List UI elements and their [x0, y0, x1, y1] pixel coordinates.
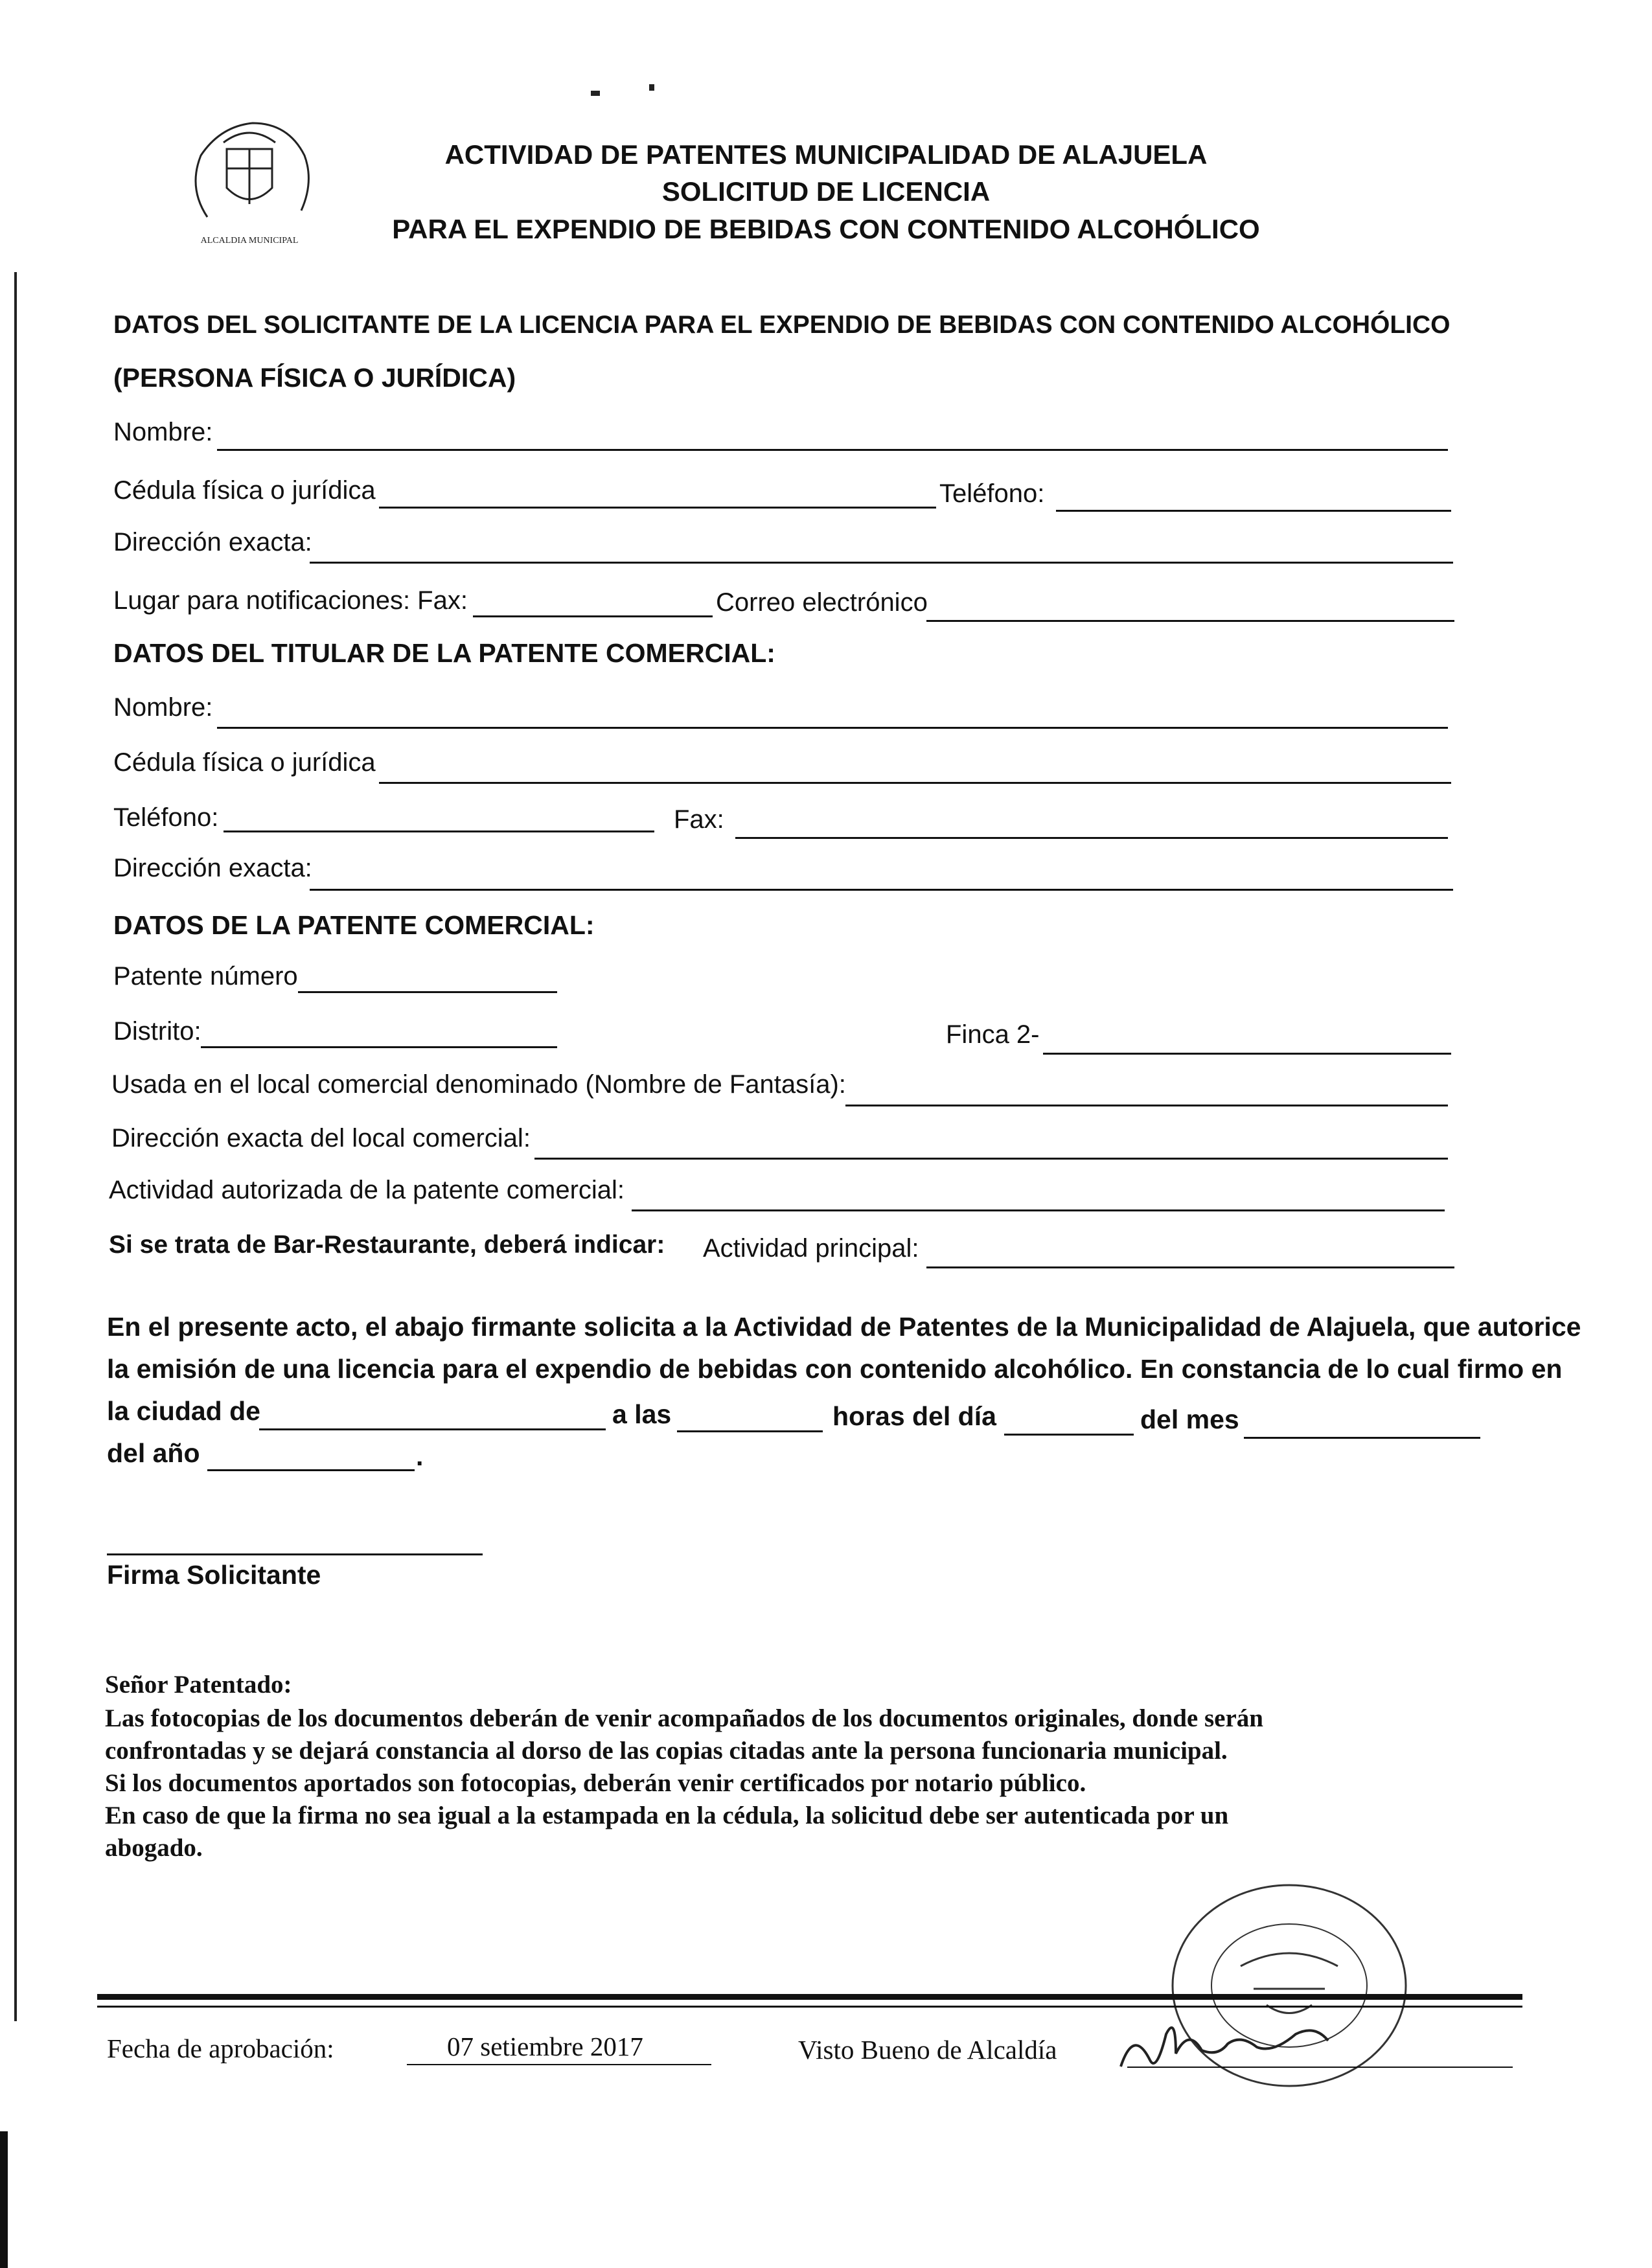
- scan-edge-bar: [0, 2131, 8, 2268]
- titular-direccion-label: Dirección exacta:: [113, 854, 312, 882]
- patente-direccion-local-field[interactable]: [534, 1158, 1448, 1160]
- actividad-principal-field[interactable]: [926, 1266, 1454, 1268]
- patente-direccion-local-label: Dirección exacta del local comercial:: [111, 1124, 531, 1152]
- header-line-3: PARA EL EXPENDIO DE BEBIDAS CON CONTENIDO ALCOHÓLICO: [392, 214, 1260, 244]
- solicitante-section-subtitle: (PERSONA FÍSICA O JURÍDICA): [113, 363, 516, 393]
- titular-fax-label: Fax:: [674, 805, 724, 834]
- declaracion-line-1: En el presente acto, el abajo firmante solicita a la Actividad de Patentes de la Municipalidad de Alajuela, que autorice: [107, 1312, 1581, 1342]
- handwritten-signature: [1114, 2011, 1386, 2083]
- declaracion-dia-field[interactable]: [1004, 1434, 1134, 1436]
- declaracion-mes-field[interactable]: [1244, 1437, 1480, 1439]
- solicitante-nombre-field[interactable]: [217, 449, 1448, 451]
- nota-title: Señor Patentado:: [105, 1671, 292, 1699]
- svg-text:ALCALDIA MUNICIPAL: ALCALDIA MUNICIPAL: [200, 236, 299, 246]
- solicitante-fax-label: Lugar para notificaciones: Fax:: [113, 586, 468, 615]
- titular-direccion-field[interactable]: [310, 889, 1453, 891]
- header-line-2: SOLICITUD DE LICENCIA: [661, 176, 991, 207]
- declaracion-line-2: la emisión de una licencia para el expendio de bebidas con contenido alcohólico. En constancia de lo cual firmo en: [107, 1354, 1563, 1384]
- patente-actividad-label: Actividad autorizada de la patente comercial:: [109, 1176, 625, 1204]
- titular-cedula-label: Cédula física o jurídica: [113, 748, 376, 777]
- solicitante-fax-field[interactable]: [473, 615, 713, 617]
- titular-telefono-label: Teléfono:: [113, 803, 219, 832]
- declaracion-horas-label: horas del día: [832, 1401, 996, 1431]
- declaracion-hora-field[interactable]: [677, 1430, 823, 1432]
- titular-section-title: DATOS DEL TITULAR DE LA PATENTE COMERCIAL:: [113, 638, 775, 668]
- titular-nombre-label: Nombre:: [113, 693, 213, 722]
- patente-numero-field[interactable]: [298, 991, 557, 993]
- declaracion-a-las-label: a las: [612, 1399, 672, 1429]
- patente-numero-label: Patente número: [113, 962, 298, 991]
- scan-speck: [591, 91, 600, 96]
- titular-telefono-field[interactable]: [224, 830, 654, 832]
- scan-speck: [649, 84, 654, 91]
- visto-bueno-label: Visto Bueno de Alcaldía: [798, 2035, 1057, 2065]
- titular-nombre-field[interactable]: [217, 727, 1448, 729]
- fecha-aprobacion-label: Fecha de aprobación:: [107, 2033, 334, 2063]
- firma-solicitante-label: Firma Solicitante: [107, 1560, 321, 1590]
- nota-line-4: En caso de que la firma no sea igual a la estampada en la cédula, la solicitud debe ser autenticada por un: [105, 1802, 1229, 1829]
- declaracion-ciudad-field[interactable]: [259, 1428, 606, 1430]
- declaracion-anio-label: del año: [107, 1438, 200, 1468]
- patente-local-field[interactable]: [845, 1105, 1448, 1106]
- header-line-1: ACTIVIDAD DE PATENTES MUNICIPALIDAD DE ALAJUELA: [444, 139, 1208, 170]
- footer-rule-thick: [97, 1994, 1522, 2000]
- solicitante-section-title: DATOS DEL SOLICITANTE DE LA LICENCIA PARA EL EXPENDIO DE BEBIDAS CON CONTENIDO ALCOHÓLICO: [113, 311, 1451, 339]
- scan-edge-line: [14, 272, 17, 2021]
- solicitante-cedula-label: Cédula física o jurídica: [113, 476, 376, 505]
- declaracion-period: .: [416, 1441, 424, 1471]
- declaracion-ciudad-label: la ciudad de: [107, 1396, 260, 1426]
- nota-line-5: abogado.: [105, 1834, 203, 1862]
- patente-finca-field[interactable]: [1043, 1053, 1451, 1055]
- solicitante-correo-label: Correo electrónico: [716, 588, 928, 617]
- solicitante-cedula-field[interactable]: [379, 507, 936, 509]
- declaracion-anio-field[interactable]: [207, 1469, 415, 1471]
- nota-line-3: Si los documentos aportados son fotocopias, deberán venir certificados por notario público.: [105, 1769, 1086, 1797]
- nota-line-2: confrontadas y se dejará constancia al dorso de las copias citadas ante la persona funcionaria municipal.: [105, 1737, 1228, 1765]
- bar-restaurante-label: Si se trata de Bar-Restaurante, deberá indicar:: [109, 1231, 665, 1259]
- patente-distrito-field[interactable]: [201, 1046, 557, 1048]
- footer-rule-thin: [97, 2006, 1522, 2008]
- solicitante-direccion-field[interactable]: [310, 562, 1453, 564]
- solicitante-nombre-label: Nombre:: [113, 418, 213, 446]
- patente-distrito-label: Distrito:: [113, 1017, 201, 1046]
- fecha-aprobacion-field[interactable]: [407, 2064, 711, 2065]
- titular-cedula-field[interactable]: [379, 782, 1451, 784]
- solicitante-correo-field[interactable]: [926, 620, 1454, 622]
- patente-actividad-field[interactable]: [632, 1209, 1445, 1211]
- fecha-aprobacion-value: 07 setiembre 2017: [447, 2032, 643, 2061]
- solicitante-direccion-label: Dirección exacta:: [113, 528, 312, 556]
- firma-solicitante-line[interactable]: [107, 1553, 483, 1555]
- nota-line-1: Las fotocopias de los documentos deberán de venir acompañados de los documentos originales, donde serán: [105, 1704, 1263, 1732]
- titular-fax-field[interactable]: [735, 837, 1448, 839]
- patente-finca-label: Finca 2-: [946, 1020, 1040, 1049]
- actividad-principal-label: Actividad principal:: [703, 1234, 919, 1263]
- solicitante-telefono-field[interactable]: [1056, 510, 1451, 512]
- patente-section-title: DATOS DE LA PATENTE COMERCIAL:: [113, 910, 595, 940]
- solicitante-telefono-label: Teléfono:: [939, 479, 1045, 508]
- declaracion-mes-label: del mes: [1140, 1404, 1239, 1434]
- patente-local-label: Usada en el local comercial denominado (Nombre de Fantasía):: [111, 1070, 846, 1099]
